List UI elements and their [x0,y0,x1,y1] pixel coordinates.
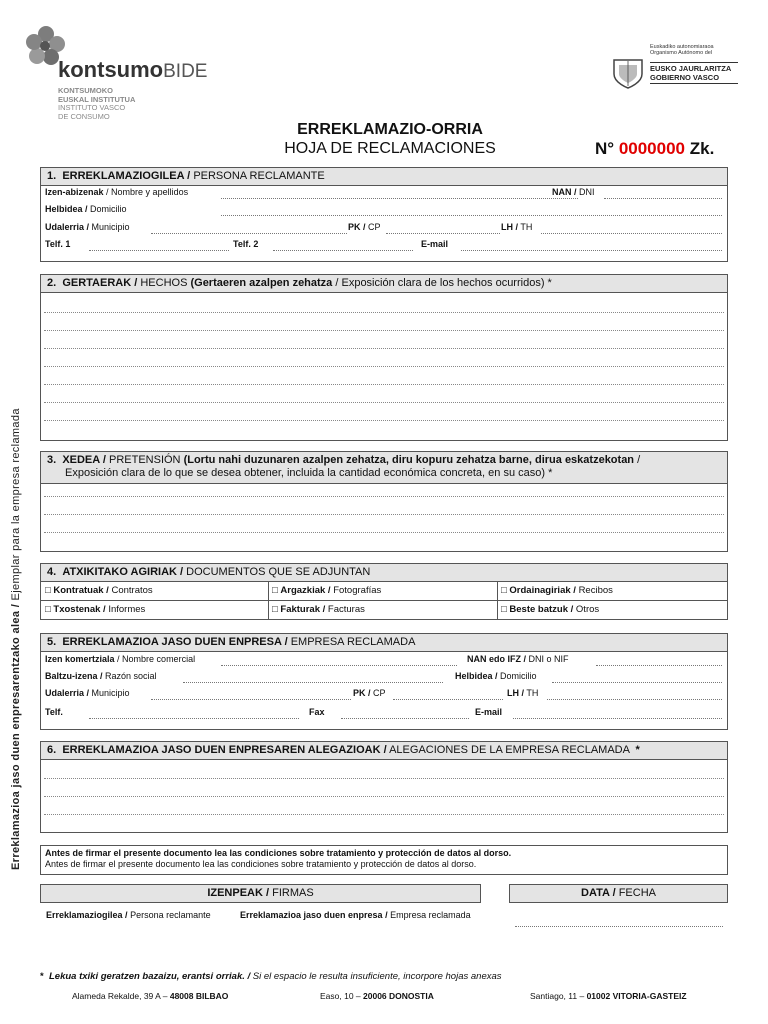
alegaciones-line-3[interactable] [44,814,724,815]
input-dni[interactable] [604,198,722,199]
form-number-value: 0000000 [618,139,685,158]
input-cp-empresa[interactable] [393,699,503,700]
brand-sub-2: EUSKAL INSTITUTUA [58,94,136,104]
coat-of-arms-icon [610,56,646,90]
label-municipio-empresa: Udalerria / Municipio [45,688,130,698]
input-fecha[interactable] [515,926,723,927]
gov-name-es: GOBIERNO VASCO [650,73,720,82]
signature-empresa[interactable]: Erreklamazioa jaso duen enpresa / Empresa reclamada [240,910,471,920]
title-es: HOJA DE RECLAMACIONES [284,140,496,157]
address-bilbao: Alameda Rekalde, 39 A – 48008 BILBAO [72,991,229,1001]
pretension-line-2[interactable] [44,514,724,515]
privacy-line-1: Antes de firmar el presente documento lea las condiciones sobre tratamiento y protección de datos al dorso. [45,848,512,858]
label-dni: NAN / DNI [552,187,595,197]
section-reclamante [40,167,728,262]
signature-reclamante[interactable]: Erreklamaziogilea / Persona reclamante [46,910,211,920]
brand-light: BIDE [163,61,208,82]
alegaciones-line-1[interactable] [44,778,724,779]
checkbox-otros[interactable]: □ Beste batzuk / Otros [501,604,600,615]
label-domicilio-empresa: Helbidea / Domicilio [455,671,537,681]
label-th: LH / TH [501,222,533,232]
firmas-header: IZENPEAK / FIRMAS [40,884,481,903]
title-eu: ERREKLAMAZIO-ORRIA [297,121,483,138]
input-domicilio-empresa[interactable] [552,682,722,683]
checkbox-informes[interactable]: □ Txostenak / Informes [45,604,146,615]
label-razon-social: Baltzu-izena / Razón social [45,671,157,681]
label-cp: PK / CP [348,222,381,232]
section-6-header: 6. ERREKLAMAZIOA JASO DUEN ENPRESAREN ALEGAZIOAK / ALEGACIONES DE LA EMPRESA RECLAMADA * [41,742,727,760]
input-email-empresa[interactable] [513,718,722,719]
section-hechos [40,274,728,441]
brand-sub-3: INSTITUTO VASCO [58,103,126,112]
label-nif: NAN edo IFZ / DNI o NIF [467,654,569,664]
brand-sub-1: KONTSUMOKO [58,86,113,95]
label-email1: E-mail [421,239,449,249]
brand-bold: kontsumo [58,57,164,82]
section-1-header: 1. ERREKLAMAZIOGILEA / PERSONA RECLAMANTE [41,168,727,186]
label-domicilio: Helbidea / Domicilio [45,204,127,214]
input-th[interactable] [541,233,722,234]
input-municipio[interactable] [151,233,347,234]
gov-name-eu: EUSKO JAURLARITZA [650,64,732,73]
pretension-line-1[interactable] [44,496,724,497]
privacy-line-2: Antes de firmar el presente documento lea las condiciones sobre tratamiento y protección de datos al dorso. [45,859,477,869]
section-documentos [40,563,728,620]
pretension-line-3[interactable] [44,532,724,533]
section-3-header: 3. XEDEA / PRETENSIÓN (Lortu nahi duzunaren azalpen zehatza, diru kopuru zehatza barne, dirua eskatzekotan / Exposición clara de lo que se desea obtener, incluida la cantidad económica concreta, en su caso) * [41,452,727,484]
label-fax: Fax [309,707,325,717]
input-nombre[interactable] [221,198,578,199]
brand-sub-4: DE CONSUMO [58,111,110,121]
hechos-line-7[interactable] [44,420,724,421]
label-cp-empresa: PK / CP [353,688,386,698]
gobierno-vasco-logo [608,44,748,92]
input-domicilio[interactable] [221,215,722,216]
address-donostia: Easo, 10 – 20006 DONOSTIA [320,991,434,1001]
hechos-line-5[interactable] [44,384,724,385]
input-nif[interactable] [596,665,722,666]
footnote: * Lekua txiki geratzen bazaizu, erantsi orriak. / Si el espacio le resulta insuficiente, incorpore hojas anexas [40,971,502,982]
hechos-line-2[interactable] [44,330,724,331]
section-5-header: 5. ERREKLAMAZIOA JASO DUEN ENPRESA / EMPRESA RECLAMADA [41,634,727,652]
side-copy-label: Erreklamazioa jaso duen enpresarentzako alea / Ejemplar para la empresa reclamada [10,408,22,870]
gov-small-1: Euskadiko autonomiaraoa [650,44,714,50]
label-municipio: Udalerria / Municipio [45,222,130,232]
section-empresa [40,633,728,730]
label-telf1: Telf. 1 [45,239,71,249]
section-pretension [40,451,728,552]
label-th-empresa: LH / TH [507,688,539,698]
checkbox-fotografias[interactable]: □ Argazkiak / Fotografías [272,585,382,596]
hechos-line-3[interactable] [44,348,724,349]
input-email1[interactable] [461,250,722,251]
form-number: N° 0000000 Zk. [595,139,715,158]
checkbox-contratos[interactable]: □ Kontratuak / Contratos [45,585,153,596]
input-telf2[interactable] [273,250,413,251]
input-municipio-empresa[interactable] [151,699,351,700]
hechos-line-1[interactable] [44,312,724,313]
label-nombre-comercial: Izen komertziala / Nombre comercial [45,654,196,664]
hechos-line-4[interactable] [44,366,724,367]
gov-small-2: Organismo Autónomo del [650,50,713,56]
checkbox-facturas[interactable]: □ Fakturak / Facturas [272,604,365,615]
label-nombre: Izen-abizenak / Nombre y apellidos [45,187,189,197]
input-nombre-comercial[interactable] [221,665,457,666]
alegaciones-line-2[interactable] [44,796,724,797]
section-2-header: 2. GERTAERAK / HECHOS (Gertaeren azalpen zehatza / Exposición clara de los hechos ocurridos) * [41,275,727,293]
input-razon-social[interactable] [183,682,443,683]
section-alegaciones [40,741,728,833]
checkbox-recibos[interactable]: □ Ordainagiriak / Recibos [501,585,613,596]
section-4-header: 4. ATXIKITAKO AGIRIAK / DOCUMENTOS QUE SE ADJUNTAN [41,564,727,582]
input-telf1[interactable] [89,250,229,251]
input-fax[interactable] [341,718,469,719]
label-telf-empresa: Telf. [45,707,63,717]
address-vitoria: Santiago, 11 – 01002 VITORIA-GASTEIZ [530,991,687,1001]
fecha-header: DATA / FECHA [509,884,728,903]
label-email-empresa: E-mail [475,707,503,717]
kontsumobide-logo [24,24,224,124]
hechos-line-6[interactable] [44,402,724,403]
input-cp[interactable] [386,233,500,234]
privacy-notice [40,845,728,875]
input-th-empresa[interactable] [547,699,722,700]
input-telf-empresa[interactable] [89,718,299,719]
label-telf2: Telf. 2 [233,239,259,249]
